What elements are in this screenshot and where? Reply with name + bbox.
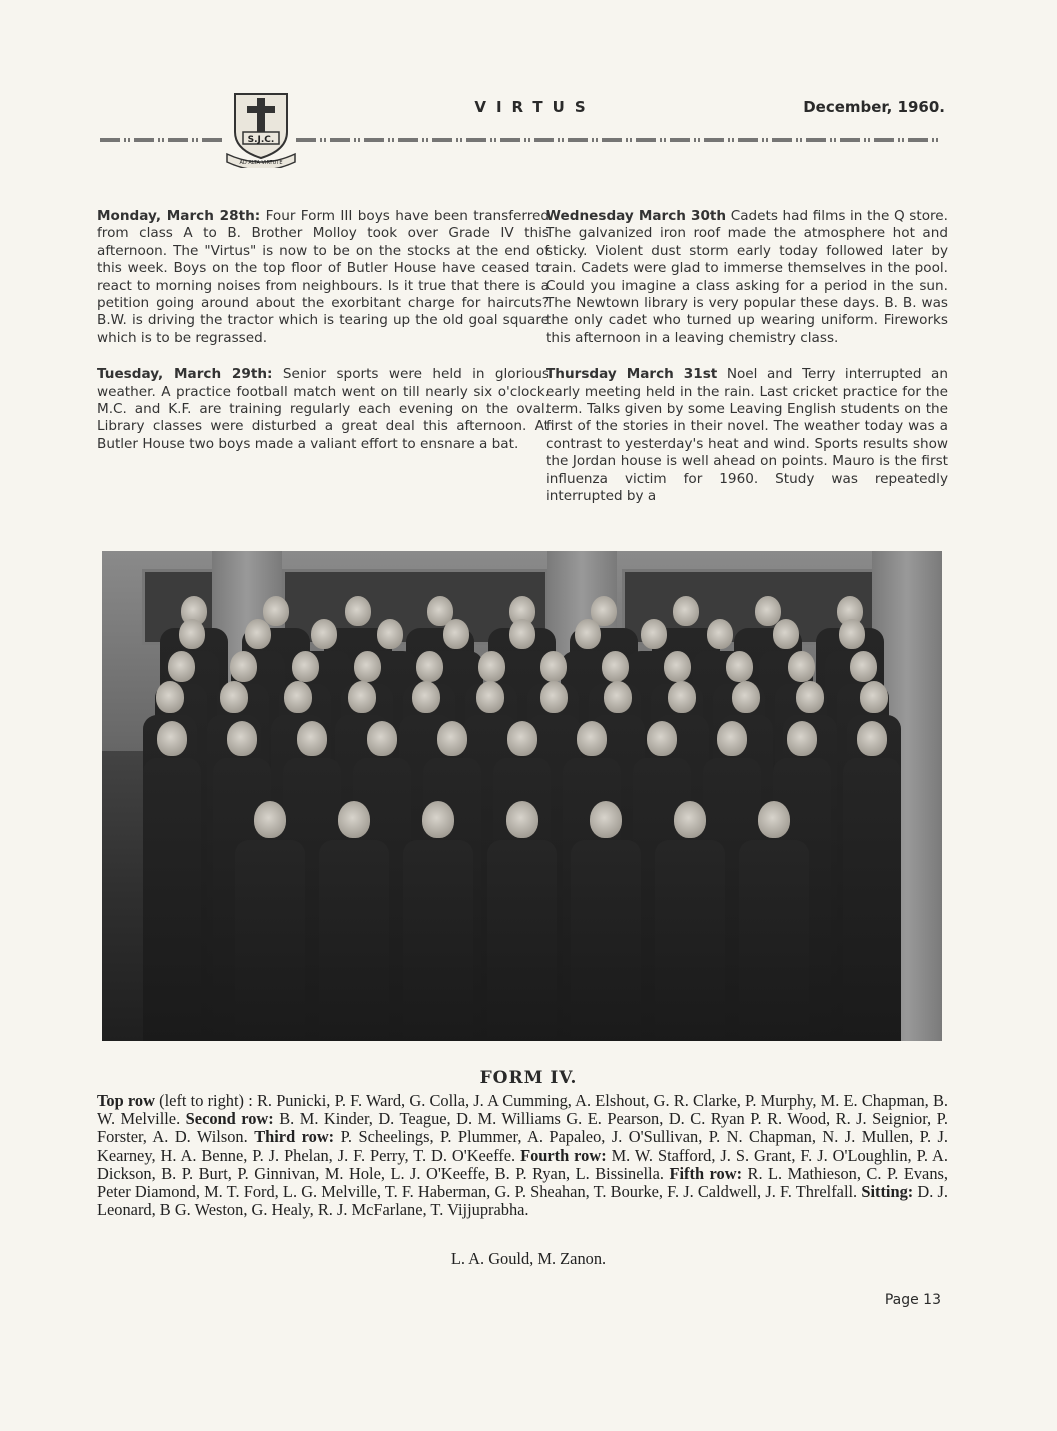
left-column <box>97 208 549 472</box>
student-head <box>416 651 443 682</box>
caption-row-label: Third row: <box>254 1127 335 1147</box>
student-head <box>540 651 567 682</box>
student-head <box>788 651 815 682</box>
student-head <box>717 721 747 756</box>
student-head <box>284 681 312 713</box>
student-head <box>674 801 706 838</box>
caption-row-label: Sitting: <box>861 1182 914 1202</box>
diary-entry <box>546 208 948 347</box>
student-head <box>245 619 271 649</box>
caption-row-names: B. M. Kinder, D. Teague, D. M. Williams G. E. Pearson, D. C. Ryan P. R. Wood, R. J. Seignior, P. Forster, A. D. Wilson. <box>97 1109 948 1147</box>
student-head <box>509 619 535 649</box>
photo-student <box>317 801 391 1041</box>
student-head <box>297 721 327 756</box>
student-body <box>403 840 473 1041</box>
student-head <box>590 801 622 838</box>
school-crest-icon <box>225 88 297 168</box>
caption-row-label: Fifth row: <box>669 1163 743 1183</box>
entry-text: Cadets had films in the Q store. The galvanized iron roof made the atmosphere hot and sticky. Violent dust storm early today followed later by rain. Cadets were glad to immerse themselves in the pool. Could you imagine a class asking for a period in the sun. The Newtown library is very popular these days. B. B. was the only cadet who turned up wearing uniform. Fireworks this afternoon in a leaving chemistry class. <box>546 208 948 346</box>
page-header <box>0 0 1057 175</box>
caption-row-names: P. Scheelings, P. Plummer, A. Papaleo, J. O'Sullivan, P. N. Chapman, N. J. Mullen, P. J. Kearney, H. A. Benne, P. J. Phelan, J. F. Perry, T. D. O'Keeffe. <box>97 1127 948 1165</box>
student-body <box>319 840 389 1041</box>
student-head <box>437 721 467 756</box>
student-head <box>732 681 760 713</box>
student-body <box>655 840 725 1041</box>
entry-date: Monday, March 28th: <box>97 208 261 224</box>
student-head <box>292 651 319 682</box>
student-head <box>857 721 887 756</box>
entry-text: Noel and Terry interrupted an early meeting held in the rain. Last cricket practice for the term. Talks given by some Leaving English students on the first of the stories in their novel. The weather today was a contrast to yesterday's heat and wind. Sports results show the Jordan house is well ahead on points. Mauro is the first influenza victim for 1960. Study was repeatedly interrupted by a <box>546 366 948 505</box>
student-head <box>860 681 888 713</box>
student-head <box>575 619 601 649</box>
photo-student <box>233 801 307 1041</box>
student-head <box>773 619 799 649</box>
entry-date: Thursday March 31st <box>546 366 718 383</box>
student-head <box>641 619 667 649</box>
student-head <box>227 721 257 756</box>
student-head <box>796 681 824 713</box>
student-head <box>664 651 691 682</box>
student-head <box>850 651 877 682</box>
student-head <box>476 681 504 713</box>
student-head <box>311 619 337 649</box>
student-head <box>602 651 629 682</box>
student-body <box>235 840 305 1041</box>
student-head <box>168 651 195 682</box>
caption-row-names: (left to right) : R. Punicki, P. F. Ward, G. Colla, J. A Cumming, A. Elshout, G. R. Clarke, P. Murphy, M. E. Chapman, B. W. Melville. <box>97 1091 948 1129</box>
student-head <box>506 801 538 838</box>
student-head <box>412 681 440 713</box>
photo-student <box>401 801 475 1041</box>
caption-last-line: L. A. Gould, M. Zanon. <box>450 1249 607 1268</box>
caption-title: FORM IV. <box>479 1068 578 1088</box>
student-head <box>179 619 205 649</box>
student-head <box>377 619 403 649</box>
header-rule-left <box>100 138 224 142</box>
student-head <box>839 619 865 649</box>
caption-row-label: Second row: <box>185 1109 274 1129</box>
student-head <box>338 801 370 838</box>
student-head <box>540 681 568 713</box>
page-number: Page 13 <box>884 1292 941 1308</box>
caption-row-label: Fourth row: <box>520 1145 607 1165</box>
student-head <box>707 619 733 649</box>
photo-caption <box>97 1092 948 1219</box>
photo-student <box>569 801 643 1041</box>
student-body <box>487 840 557 1041</box>
student-head <box>254 801 286 838</box>
right-column <box>546 208 948 525</box>
student-head <box>668 681 696 713</box>
student-head <box>230 651 257 682</box>
diary-entry <box>97 208 549 347</box>
diary-entry <box>97 366 549 453</box>
photo-student <box>653 801 727 1041</box>
student-body <box>739 840 809 1041</box>
student-body <box>571 840 641 1041</box>
issue-date: December, 1960. <box>803 98 945 116</box>
student-head <box>507 721 537 756</box>
student-head <box>156 681 184 713</box>
entry-text: Senior sports were held in glorious weather. A practice football match went on till nearly six o'clock. M.C. and K.F. are training regularly each evening on the oval. Library classes were disturbed a great deal this afternoon. At Butler House two boys made a valiant effort to ensnare a bat. <box>97 366 549 452</box>
student-head <box>758 801 790 838</box>
student-head <box>354 651 381 682</box>
student-head <box>787 721 817 756</box>
entry-date: Wednesday March 30th <box>546 208 727 224</box>
student-head <box>220 681 248 713</box>
caption-row-names: D. J. Leonard, B G. Weston, G. Healy, R. J. McFarlane, T. Vijjuprabha. <box>97 1182 948 1220</box>
student-head <box>422 801 454 838</box>
class-group-photo <box>102 551 942 1041</box>
caption-row-label: Top row <box>97 1091 155 1110</box>
crest-motto: AD ALTA VIRTUTE <box>239 160 283 166</box>
student-head <box>157 721 187 756</box>
photo-row <box>102 801 942 1041</box>
header-rule-right <box>296 138 942 142</box>
diary-entry <box>546 366 948 505</box>
caption-row-names: M. W. Stafford, J. S. Grant, F. J. O'Loughlin, P. A. Dickson, B. P. Burt, P. Ginnivan, M. Hole, L. J. O'Keeffe, B. P. Ryan, L. Bissinella. <box>97 1145 948 1183</box>
student-head <box>604 681 632 713</box>
student-head <box>647 721 677 756</box>
student-head <box>443 619 469 649</box>
student-head <box>577 721 607 756</box>
photo-student <box>485 801 559 1041</box>
student-head <box>478 651 505 682</box>
masthead-title: VIRTUS <box>474 98 596 116</box>
crest-text: S.J.C. <box>247 135 275 145</box>
entry-text: Four Form III boys have been transferred from class A to B. Brother Molloy took over Grade IV this afternoon. The "Virtus" is now to be on the stocks at the end of this week. Boys on the top floor of Butler House have ceased to react to morning noises from neighbours. Is it true that there is a petition going around about the exorbitant charge for haircuts? B.W. is driving the tractor which is tearing up the old goal square which is to be regrassed. <box>97 208 549 346</box>
caption-row-names: R. L. Mathieson, C. P. Evans, Peter Diamond, M. T. Ford, L. G. Melville, T. F. Haberman, G. P. Sheahan, T. Bourke, F. J. Caldwell, J. F. Threlfall. <box>97 1163 948 1202</box>
entry-date: Tuesday, March 29th: <box>97 366 273 383</box>
photo-student <box>737 801 811 1041</box>
student-head <box>367 721 397 756</box>
student-head <box>348 681 376 713</box>
student-head <box>726 651 753 682</box>
